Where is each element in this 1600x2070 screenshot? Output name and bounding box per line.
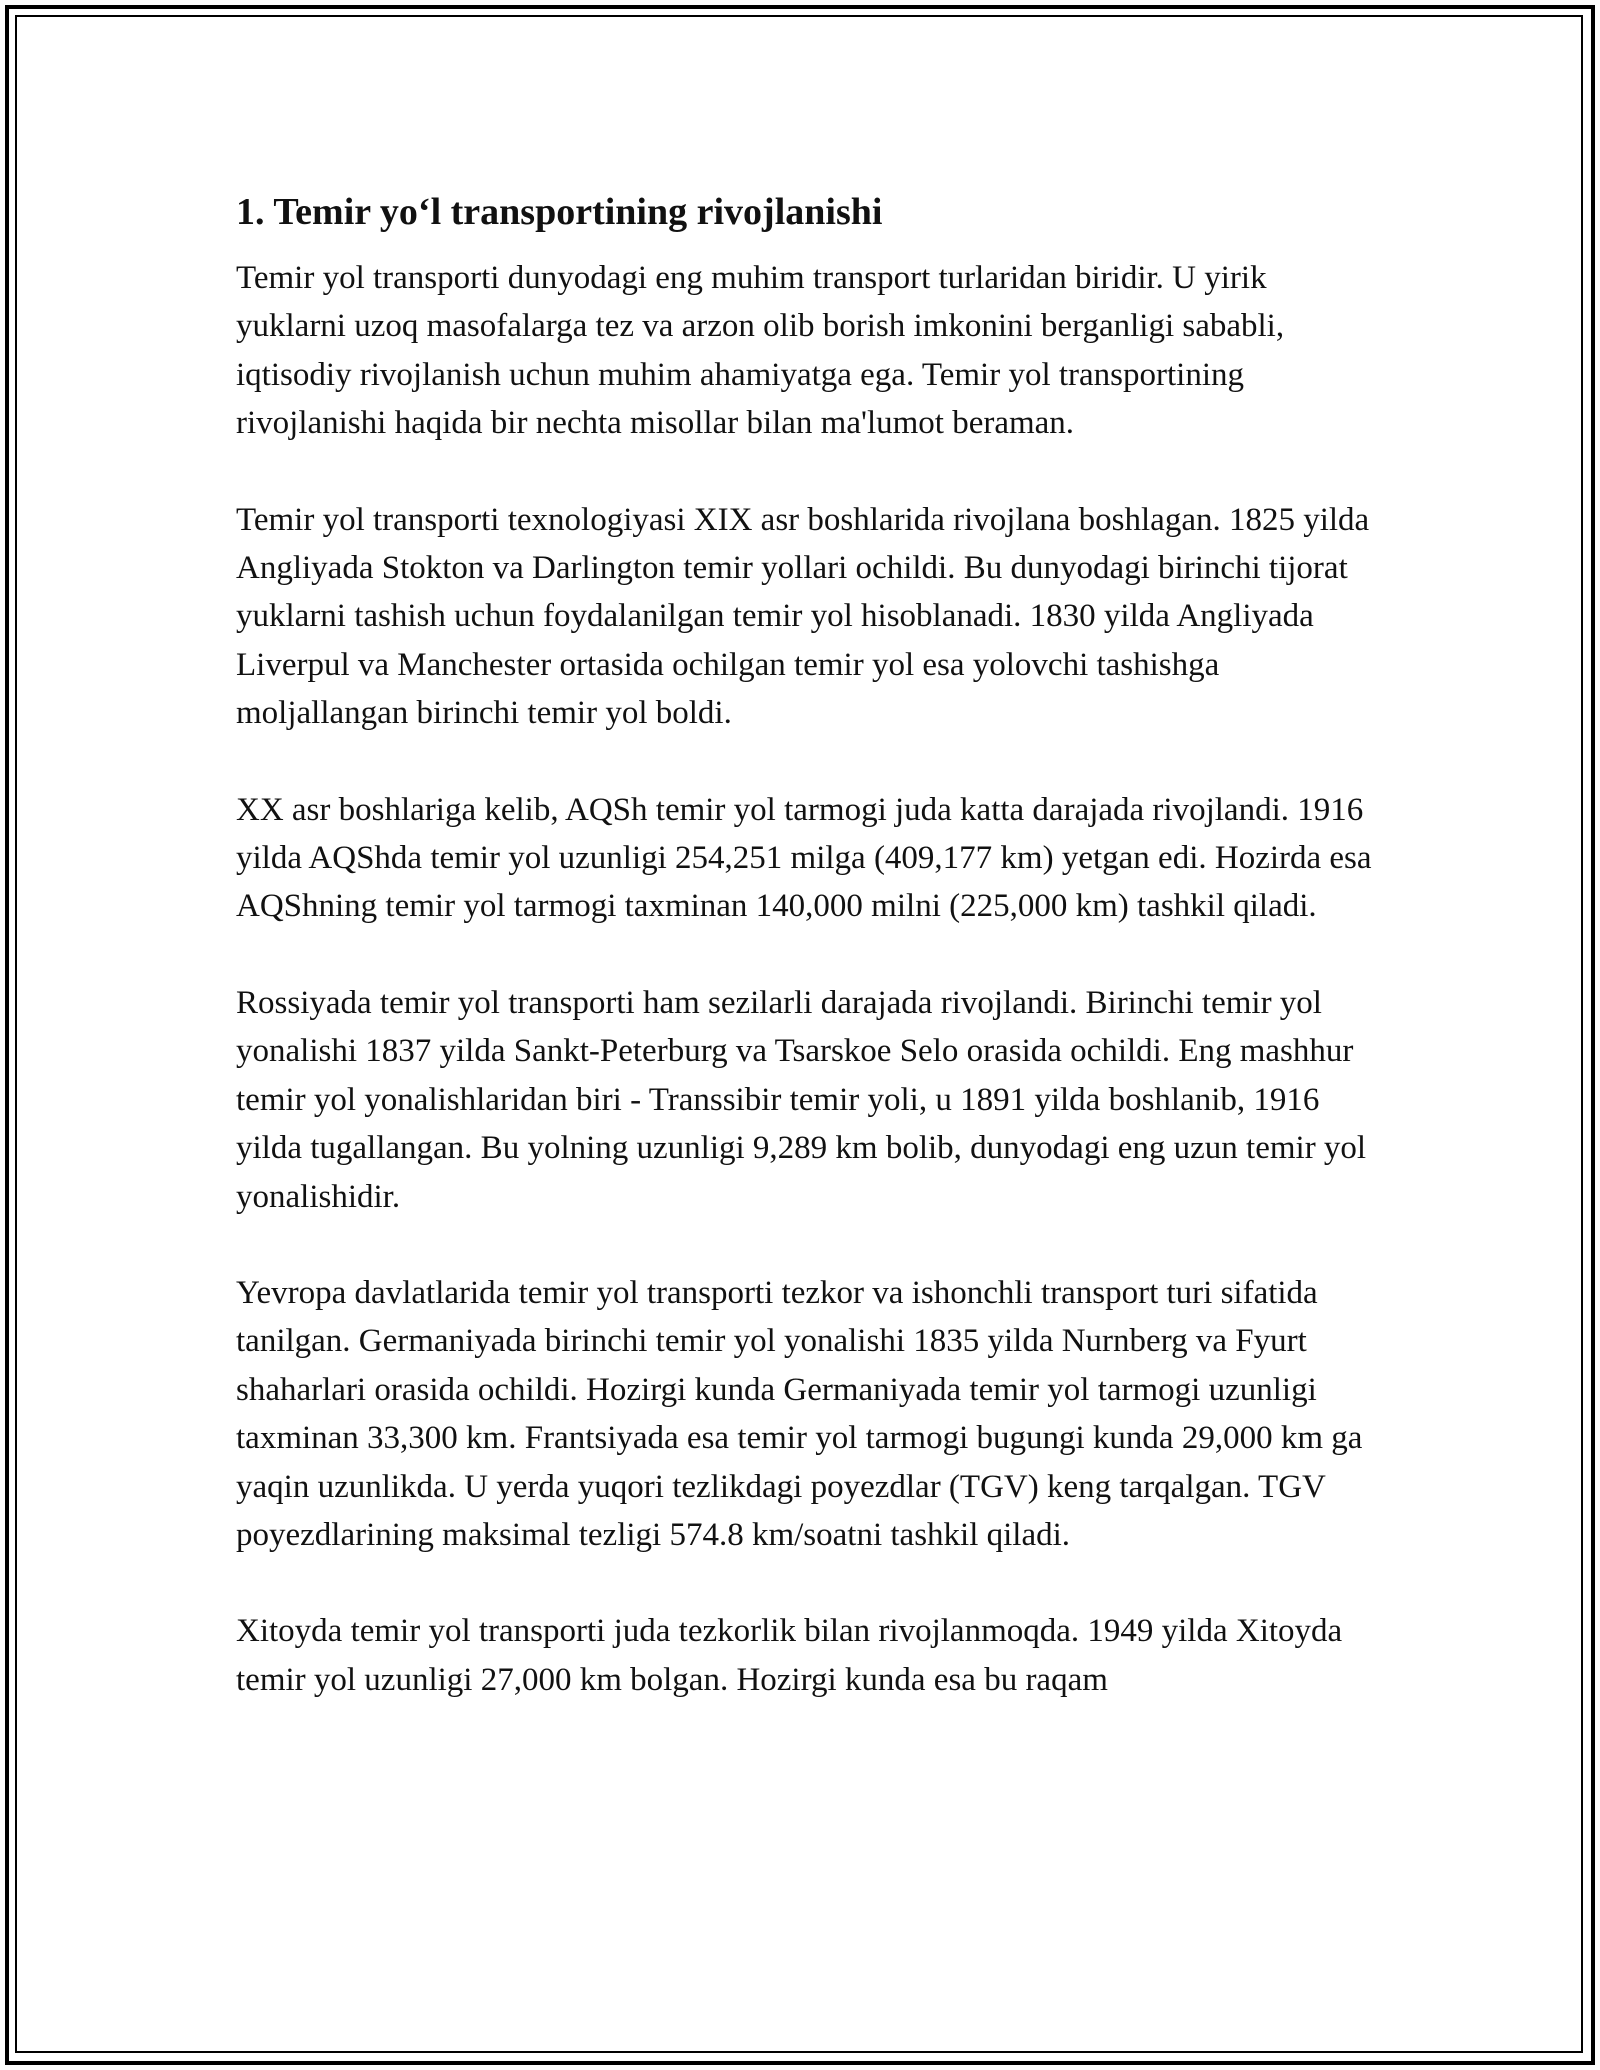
- paragraph-usa: XX asr boshlariga kelib, AQSh temir yol tarmogi juda katta darajada rivojlandi. 1916 yilda AQShda temir yol uzunligi 254,251 milga (409,177 km) yetgan edi. Hozirda esa AQShning temir yol tarmogi taxminan 140,000 milni (225,000 km) tashkil qiladi.: [236, 791, 1372, 925]
- paragraph-19th-century: Temir yol transporti texnologiyasi XIX asr boshlarida rivojlana boshlagan. 1825 yilda Angliyada Stokton va Darlington temir yollari ochildi. Bu dunyodagi birinchi tijorat yuklarni tashish uchun foydalanilgan temir yol hisoblanadi. 1830 yilda Angliyada Liverpul va Manchester ortasida ochilgan temir yol esa yolovchi tashishga moljallangan birinchi temir yol boldi.: [236, 501, 1370, 732]
- document-body: [236, 186, 1376, 1752]
- paragraph-intro: Temir yol transporti dunyodagi eng muhim transport turlaridan biridir. U yirik yuklarni uzoq masofalarga tez va arzon olib borish imkonini berganligi sababli, iqtisodiy rivojlanish uchun muhim ahamiyatga ega. Temir yol transportining rivojlanishi haqida bir nechta misollar bilan ma'lumot beraman.: [236, 260, 1285, 442]
- paragraph-china: Xitoyda temir yol transporti juda tezkorlik bilan rivojlanmoqda. 1949 yilda Xitoyda temir yol uzunligi 27,000 km bolgan. Hozirgi kunda esa bu raqam: [236, 1613, 1343, 1698]
- paragraph-russia: Rossiyada temir yol transporti ham sezilarli darajada rivojlandi. Birinchi temir yol yonalishi 1837 yilda Sankt-Peterburg va Tsarskoe Selo orasida ochildi. Eng mashhur temir yol yonalishlaridan biri - Transsibir temir yoli, u 1891 yilda boshlanib, 1916 yilda tugallangan. Bu yolning uzunligi 9,289 km bolib, dunyodagi eng uzun temir yol yonalishidir.: [236, 984, 1367, 1215]
- page-title: 1. Temir yo‘l transportining rivojlanishi: [236, 191, 883, 233]
- paragraph-europe: Yevropa davlatlarida temir yol transporti tezkor va ishonchli transport turi sifatida tanilgan. Germaniyada birinchi temir yol yonalishi 1835 yilda Nurnberg va Fyurt shaharlari orasida ochildi. Hozirgi kunda Germaniyada temir yol tarmogi uzunligi taxminan 33,300 km. Frantsiyada esa temir yol tarmogi bugungi kunda 29,000 km ga yaqin uzunlikda. U yerda yuqori tezlikdagi poyezdlar (TGV) keng tarqalgan. TGV poyezdlarining maksimal tezligi 574.8 km/soatni tashkil qiladi.: [236, 1274, 1363, 1553]
